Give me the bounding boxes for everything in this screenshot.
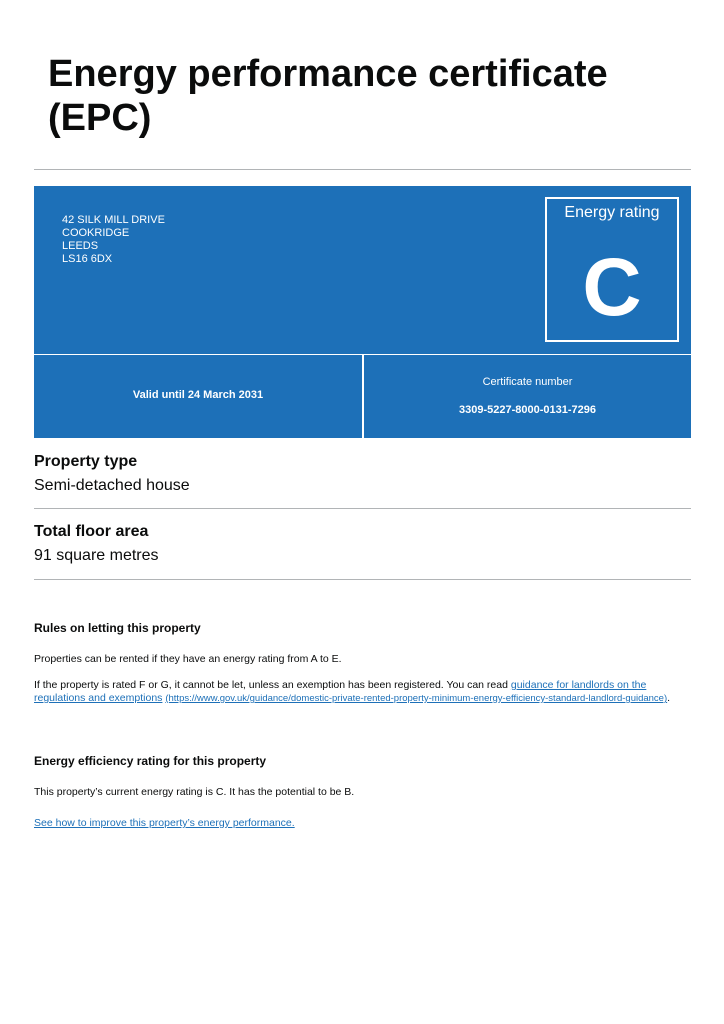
landlord-guidance-url[interactable]: (https://www.gov.uk/guidance/domestic-private-rented-property-minimum-energy-efficiency-standard-landlord-guidance) <box>165 693 668 704</box>
letting-rules-paragraph: Properties can be rented if they have an energy rating from A to E. <box>34 653 342 665</box>
landlord-guidance-link[interactable]: guidance for landlords on the regulations and exemptions <box>34 679 647 704</box>
epc-header-panel <box>34 186 691 354</box>
improve-performance-link[interactable]: See how to improve this property’s energy performance. <box>34 817 295 829</box>
improve-performance-line <box>34 817 691 830</box>
floor-area-heading: Total floor area <box>34 523 149 540</box>
letting-exemption-text: If the property is rated F or G, it cannot be let, unless an exemption has been registered. You can read <box>34 679 511 691</box>
valid-until: Valid until 24 March 2031 <box>132 389 264 401</box>
letting-exemption-paragraph <box>34 679 691 705</box>
title-divider <box>34 169 691 170</box>
page-title: Energy performance certificate (EPC) <box>48 53 608 139</box>
address-line: LEEDS <box>62 240 99 252</box>
efficiency-rating-paragraph: This property’s current energy rating is C. It has the potential to be B. <box>34 786 355 798</box>
energy-rating-label: Energy rating <box>564 204 660 221</box>
address-line: LS16 6DX <box>62 253 113 265</box>
certificate-cell <box>364 355 691 438</box>
certificate-number-label: Certificate number <box>482 376 573 388</box>
certificate-number: 3309-5227-8000-0131-7296 <box>458 404 596 416</box>
property-type-heading: Property type <box>34 453 138 470</box>
efficiency-rating-heading: Energy efficiency rating for this property <box>34 754 267 768</box>
summary-divider <box>34 579 691 580</box>
energy-rating-box <box>545 197 679 342</box>
address-line: COOKRIDGE <box>62 227 130 239</box>
certificate-info-row <box>34 355 691 438</box>
address-line: 42 SILK MILL DRIVE <box>62 214 165 226</box>
property-type-value: Semi-detached house <box>34 477 190 494</box>
validity-cell <box>34 355 362 438</box>
property-address <box>62 214 165 266</box>
floor-area-value: 91 square metres <box>34 547 159 564</box>
energy-rating-letter: C <box>582 242 642 333</box>
sentence-end: . <box>667 692 671 704</box>
summary-divider <box>34 508 691 509</box>
letting-rules-heading: Rules on letting this property <box>34 621 201 635</box>
